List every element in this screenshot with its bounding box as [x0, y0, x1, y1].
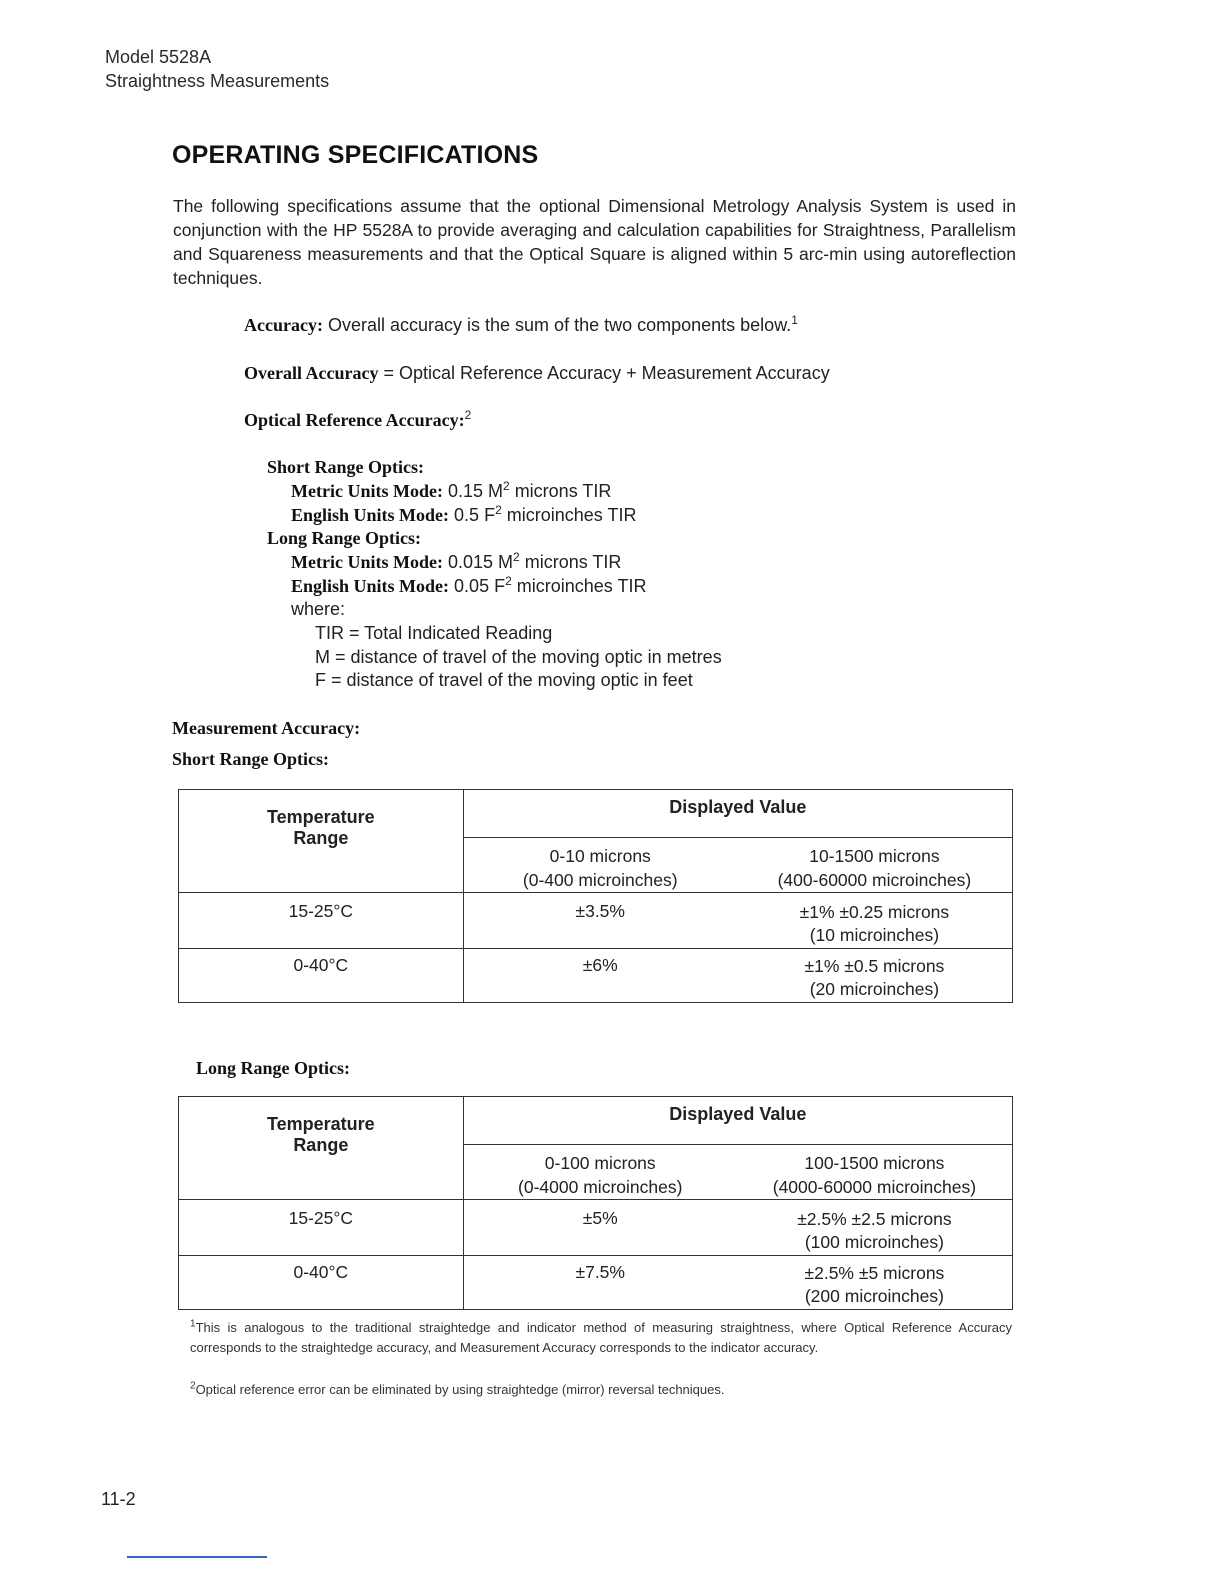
displayed-value-header: Displayed Value [463, 790, 1012, 838]
range-col-2-header: 10-1500 microns (400-60000 microinches) [737, 838, 1013, 893]
accuracy-label: Accuracy: [244, 315, 323, 335]
short-range-table-label: Short Range Optics: [172, 749, 329, 769]
temp-cell: 0-40°C [179, 949, 464, 1003]
optical-reference-footnote-ref: 2 [464, 408, 472, 422]
page-title: OPERATING SPECIFICATIONS [172, 141, 539, 169]
value-cell: ±1% ±0.25 microns (10 microinches) [737, 893, 1013, 949]
temp-cell: 15-25°C [179, 893, 464, 949]
page-number: 11-2 [101, 1489, 136, 1509]
overall-accuracy-text: = Optical Reference Accuracy + Measurement Accuracy [383, 363, 830, 383]
overall-accuracy-line [244, 361, 830, 385]
where-tir: TIR = Total Indicated Reading [315, 623, 553, 643]
where-label: where: [291, 599, 346, 619]
temperature-header: Temperature Range [179, 1097, 464, 1200]
header-model: Model 5528A [105, 47, 212, 67]
value-cell: ±7.5% [463, 1256, 737, 1310]
footnote-2: $^2$Optical reference error can be eliminated by using straightedge (mirror) reversal techniques. [190, 1380, 725, 1397]
value-cell: ±6% [463, 949, 737, 1003]
long-metric-label: Metric Units Mode: [291, 552, 443, 572]
where-f: F = distance of travel of the moving optic in feet [315, 670, 693, 690]
range-col-1-header: 0-10 microns (0-400 microinches) [463, 838, 737, 893]
accuracy-footnote-ref: 1 [791, 313, 798, 327]
long-english-label: English Units Mode: [291, 576, 450, 596]
value-cell: ±5% [463, 1200, 737, 1256]
range-col-1-header: 0-100 microns (0-4000 microinches) [463, 1145, 737, 1200]
optical-reference-label: Optical Reference Accuracy: [244, 410, 465, 430]
long-metric-line [291, 550, 621, 574]
value-cell: ±2.5% ±5 microns (200 microinches) [737, 1256, 1013, 1310]
short-range-optics-label: Short Range Optics: [267, 457, 424, 477]
range-col-2-header: 100-1500 microns (4000-60000 microinches) [737, 1145, 1013, 1200]
optical-reference-line [244, 408, 471, 432]
long-range-table-label: Long Range Optics: [196, 1058, 351, 1078]
header-section: Straightness Measurements [105, 71, 330, 91]
measurement-accuracy-label: Measurement Accuracy: [172, 718, 361, 738]
value-cell: ±2.5% ±2.5 microns (100 microinches) [737, 1200, 1013, 1256]
short-english-line [291, 503, 636, 527]
long-english-value: 0.05 $F^2$ microinches TIR [454, 574, 647, 596]
short-metric-line [291, 479, 611, 503]
value-cell: ±3.5% [463, 893, 737, 949]
footnote-1: $^1$This is analogous to the traditional straightedge and indicator method of measuring straightness, where Optical Reference Accuracy corresponds to the straightedge accuracy, and Measurement Accuracy corresponds to the indicator accuracy. [190, 1318, 1012, 1355]
intro-paragraph: The following specifications assume that the optional Dimensional Metrology Analysis System is used in conjunction with the HP 5528A to provide averaging and calculation capabilities for Straightness, Parallelism and Squareness measurements and that the Optical Square is aligned within 5 arc-min using autoreflection techniques. [173, 196, 1016, 288]
table-row [179, 949, 1013, 1003]
temp-cell: 0-40°C [179, 1256, 464, 1310]
short-english-label: English Units Mode: [291, 505, 450, 525]
displayed-value-header: Displayed Value [463, 1097, 1012, 1145]
long-english-line [291, 574, 646, 598]
value-cell: ±1% ±0.5 microns (20 microinches) [737, 949, 1013, 1003]
temp-cell: 15-25°C [179, 1200, 464, 1256]
short-english-value: 0.5 $F^2$ microinches TIR [454, 503, 637, 525]
accuracy-text: Overall accuracy is the sum of the two components below. [327, 315, 792, 335]
table-row [179, 1200, 1013, 1256]
long-range-table [178, 1096, 1013, 1310]
accuracy-line [244, 313, 798, 337]
table-row [179, 893, 1013, 949]
short-metric-value: 0.15 $M^2$ microns TIR [447, 479, 612, 501]
long-range-optics-label: Long Range Optics: [267, 528, 422, 548]
bottom-rule [127, 1556, 267, 1558]
short-range-table [178, 789, 1013, 1003]
temperature-header: Temperature Range [179, 790, 464, 893]
short-metric-label: Metric Units Mode: [291, 481, 443, 501]
table-row [179, 1256, 1013, 1310]
overall-accuracy-label: Overall Accuracy [244, 363, 379, 383]
long-metric-value: 0.015 $M^2$ microns TIR [447, 550, 622, 572]
where-m: M = distance of travel of the moving optic in metres [315, 647, 722, 667]
